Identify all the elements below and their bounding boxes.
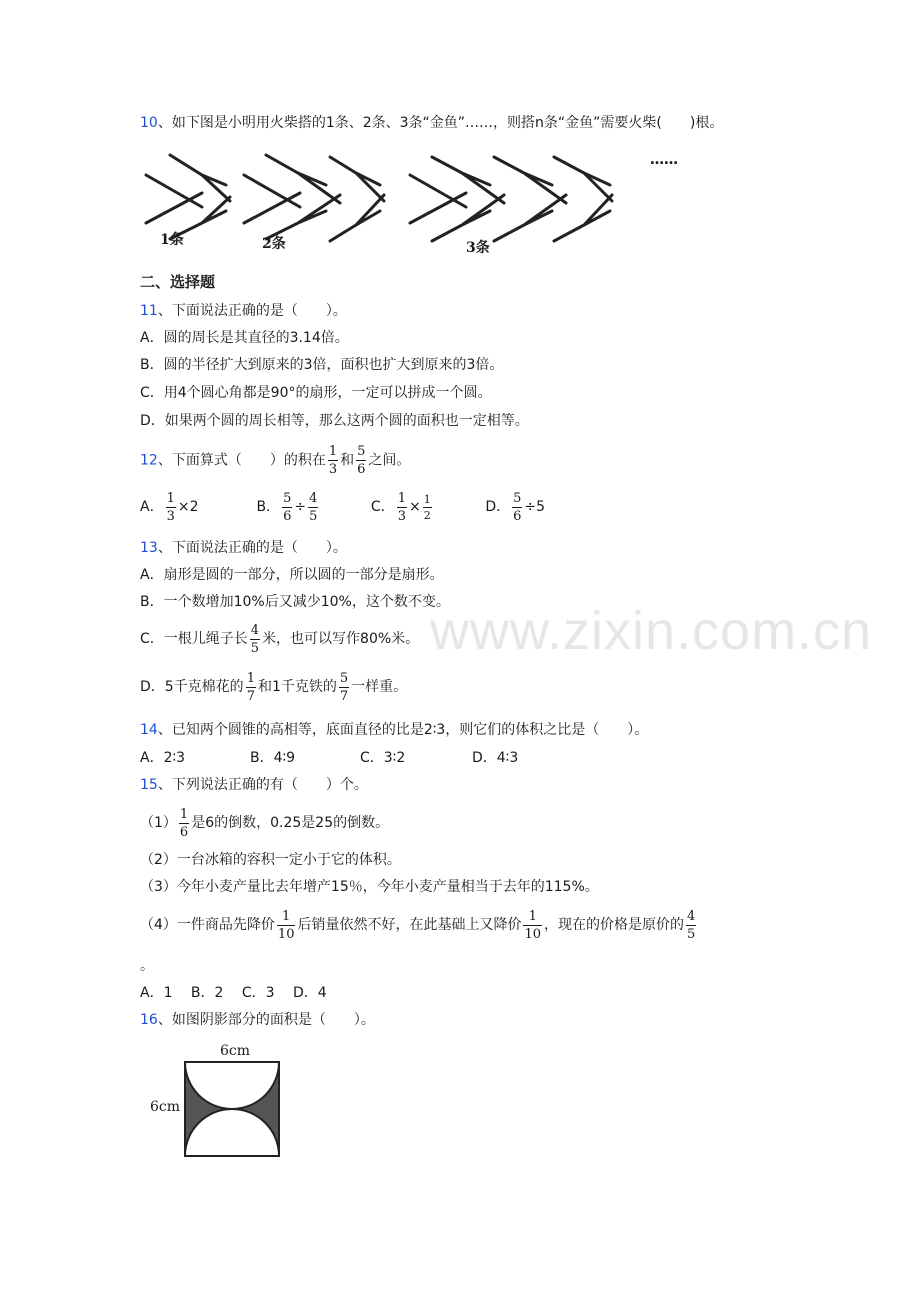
shaded-square-figure: [184, 1061, 280, 1157]
option-a[interactable]: A． $\frac{1}{3}$ ×2: [140, 490, 199, 524]
question-text: 、已知两个圆锥的高相等，底面直径的比是2∶3，则它们的体积之比是（ ）。: [157, 722, 649, 738]
question-number: 14: [140, 722, 158, 738]
side-dimension-label: 6cm: [150, 1099, 181, 1115]
option-d[interactable]: D．5千克棉花的 $\frac{1}{7}$ 和1千克铁的 $\frac{5}{7}$ 一样重。: [140, 670, 408, 704]
option-c[interactable]: C． $\frac{1}{3}$ × $\frac{1}{2}$: [370, 490, 431, 524]
option-d[interactable]: D． $\frac{5}{6}$ ÷5: [485, 490, 546, 524]
statement-4: （4）一件商品先降价 $\frac{1}{10}$ 后销量依然不好，在此基础上又降价 $\frac{1}{10}$ ，现在的价格是原价的 $\frac{4}{5}$: [140, 908, 696, 942]
question-number: 15: [140, 777, 158, 793]
question-13: [140, 538, 347, 558]
section-heading: 二、选择题: [140, 273, 216, 291]
question-text: 、下面说法正确的是（ ）。: [157, 540, 347, 556]
question-text: 、下面说法正确的是（ ）。: [157, 303, 347, 319]
question-15: [140, 775, 368, 795]
statement-3: （3）今年小麦产量比去年增产15％，今年小麦产量相当于去年的115%。: [140, 879, 599, 895]
statement-1: （1） $\frac{1}{6}$ 是6的倒数，0.25是25的倒数。: [140, 806, 390, 840]
fraction: $\frac{5}{6}$: [357, 444, 366, 477]
question-10: [140, 113, 723, 133]
question-11: [140, 301, 347, 321]
option-a[interactable]: A．圆的周长是其直径的3.14倍。: [140, 330, 349, 346]
option-b[interactable]: B． $\frac{5}{6}$ ÷ $\frac{4}{5}$: [256, 490, 318, 524]
continuation-dots: ……: [650, 152, 678, 168]
q12-options: [140, 490, 545, 524]
question-number: 10: [140, 115, 158, 131]
question-text: 、如下图是小明用火柴搭的1条、2条、3条“金鱼”……，则搭n条“金鱼”需要火柴( )根。: [157, 115, 724, 131]
question-text: 、下列说法正确的有（ ）个。: [157, 777, 368, 793]
connector-text: 和: [340, 452, 355, 469]
q14-options: [140, 748, 518, 768]
statement-2: （2）一台冰箱的容积一定小于它的体积。: [140, 852, 401, 868]
option-a[interactable]: A．扇形是圆的一部分，所以圆的一部分是扇形。: [140, 567, 444, 583]
fish-label-1: 1条: [160, 232, 184, 248]
question-number: 13: [140, 540, 158, 556]
question-number: 16: [140, 1012, 158, 1028]
option-a[interactable]: A．2∶3: [140, 750, 186, 766]
question-number: 12: [140, 452, 158, 469]
question-14: [140, 720, 648, 740]
question-number: 11: [140, 303, 158, 319]
question-text-end: 之间。: [368, 452, 411, 469]
goldfish-matchstick-figure: [140, 145, 700, 265]
question-text: 、如图阴影部分的面积是（ ）。: [157, 1012, 375, 1028]
top-dimension-label: 6cm: [220, 1043, 251, 1059]
question-16: [140, 1010, 375, 1030]
option-c[interactable]: C．3∶2: [360, 750, 406, 766]
option-b[interactable]: B．一个数增加10%后又减少10%，这个数不变。: [140, 594, 450, 610]
option-c[interactable]: C．一根儿绳子长 $\frac{4}{5}$ 米，也可以写作80%米。: [140, 622, 420, 656]
option-d[interactable]: D．4∶3: [472, 750, 519, 766]
question-12: [140, 445, 410, 476]
option-d[interactable]: D．如果两个圆的周长相等，那么这两个圆的面积也一定相等。: [140, 413, 529, 429]
q15-options[interactable]: A．1 B．2 C．3 D．4: [140, 985, 327, 1001]
fraction: $\frac{1}{3}$: [328, 444, 338, 477]
fish-label-3: 3条: [466, 240, 490, 256]
statement-4-end: 。: [140, 958, 154, 974]
option-b[interactable]: B．圆的半径扩大到原来的3倍，面积也扩大到原来的3倍。: [140, 357, 504, 373]
watermark: www.zixin.com.cn: [430, 601, 873, 661]
fish-label-2: 2条: [262, 236, 286, 252]
option-c[interactable]: C．用4个圆心角都是90°的扇形，一定可以拼成一个圆。: [140, 385, 492, 401]
option-b[interactable]: B．4∶9: [250, 750, 296, 766]
question-text: 、下面算式（ ）的积在: [157, 452, 326, 469]
